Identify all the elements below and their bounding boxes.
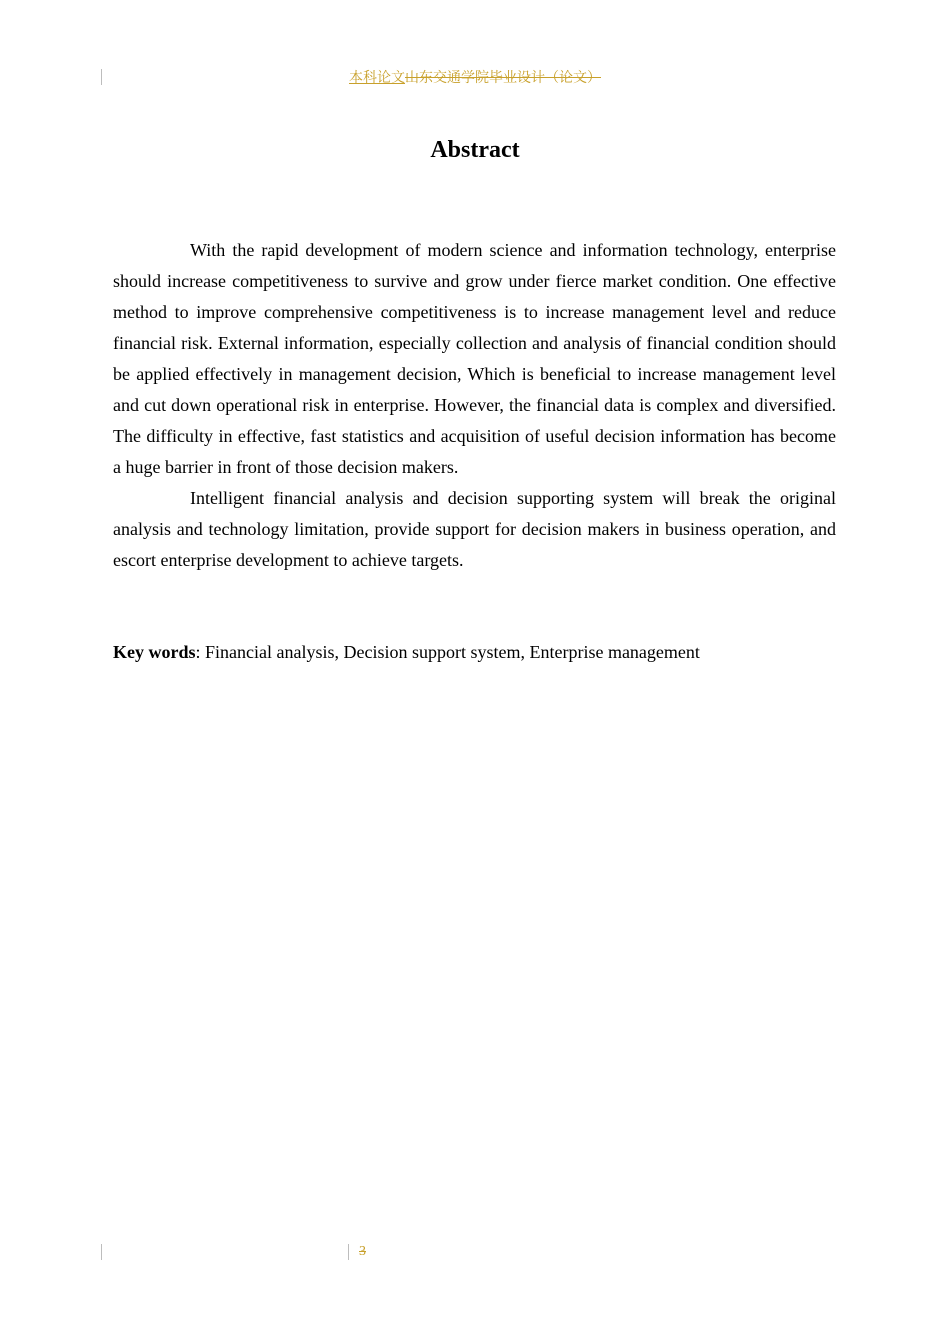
abstract-body — [113, 235, 836, 576]
keywords-separator: : — [195, 642, 206, 662]
abstract-paragraph: With the rapid development of modern science and information technology, enterprise should increase competitiveness to survive and grow under fierce market condition. One effective method to improve comprehensive competitiveness is to increase management level and reduce financial risk. External information, especially collection and analysis of financial condition should be applied effectively in management decision, Which is beneficial to increase management level and cut down operational risk in enterprise. However, the financial data is complex and diversified. The difficulty in effective, fast statistics and acquisition of useful decision information has become a huge barrier in front of those decision makers. — [113, 240, 836, 477]
footer-crop-mark-left — [101, 1244, 102, 1260]
abstract-paragraph: Intelligent financial analysis and decision supporting system will break the original analysis and technology limitation, provide support for decision makers in business operation, and escort enterprise development to achieve targets. — [113, 488, 836, 570]
page-number: 3 — [359, 1244, 366, 1259]
abstract-title: Abstract — [430, 137, 520, 163]
keywords-line — [113, 637, 836, 668]
header-deleted-text: 山东交通学院毕业设计（论文） — [405, 70, 601, 86]
keywords-label: Key words — [113, 642, 196, 662]
keywords-value: Financial analysis, Decision support system, Enterprise management — [205, 642, 700, 662]
header-inserted-text: 本科论文 — [349, 70, 405, 86]
page-header — [0, 68, 950, 88]
footer-crop-mark-page — [348, 1244, 349, 1260]
